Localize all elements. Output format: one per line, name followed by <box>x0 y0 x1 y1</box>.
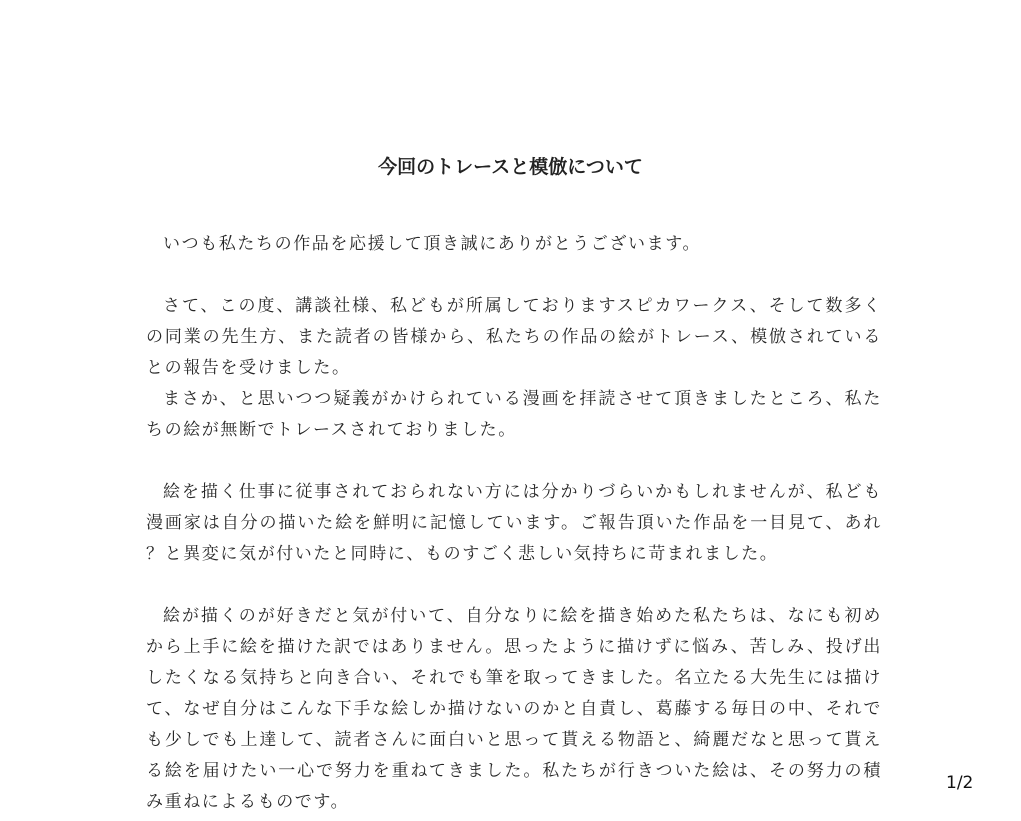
paragraph-greeting: いつも私たちの作品を応援して頂き誠にありがとうございます。 <box>163 234 702 254</box>
document-body <box>146 229 882 818</box>
paragraph-report-received: さて、この度、講談社様、私どもが所属しておりますスピカワークス、そして数多くの同業の先生方、また読者の皆様から、私たちの作品の絵がトレース、模倣されているとの報告を受けました。 <box>146 296 882 378</box>
paragraph-trace-confirmed: まさか、と思いつつ疑義がかけられている漫画を拝読させて頂きましたところ、私たちの絵が無断でトレースされておりました。 <box>146 389 882 440</box>
paragraph-memory-of-drawings: 絵を描く仕事に従事されておられない方には分かりづらいかもしれませんが、私ども漫画家は自分の描いた絵を鮮明に記憶しています。ご報告頂いた作品を一目見て、あれ？と異変に気が付いたと同時に、ものすごく悲しい気持ちに苛まれました。 <box>146 482 882 564</box>
paragraph-effort: 絵が描くのが好きだと気が付いて、自分なりに絵を描き始めた私たちは、なにも初めから上手に絵を描けた訳ではありません。思ったように描けずに悩み、苦しみ、投げ出したくなる気持ちと向き合い、それでも筆を取ってきました。名立たる大先生には描けて、なぜ自分はこんな下手な絵しか描けないのかと自責し、葛藤する毎日の中、それでも少しでも上達して、読者さんに面白いと思って貰える物語と、綺麗だなと思って貰える絵を届けたい一心で努力を重ねてきました。私たちが行きついた絵は、その努力の積み重ねによるものです。 <box>146 606 882 812</box>
document-title: 今回のトレースと模倣について <box>378 156 643 178</box>
page-number: 1/2 <box>946 773 974 793</box>
